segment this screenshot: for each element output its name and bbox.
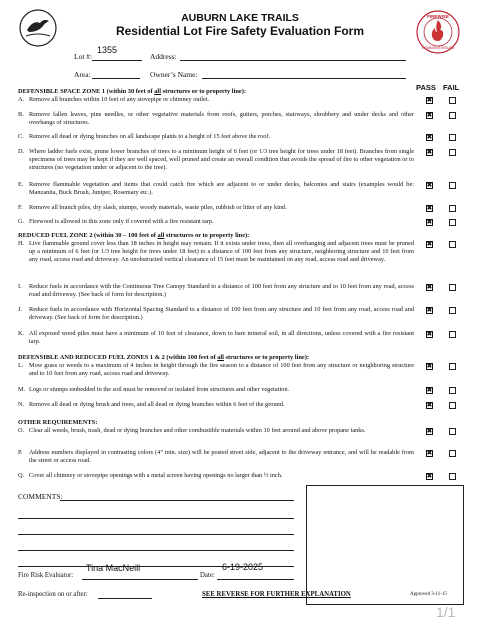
area-label: Area: [74,70,91,79]
pass-checkbox-b[interactable] [426,112,433,119]
lot-label: Lot #: [74,52,93,61]
area-field[interactable] [92,69,140,79]
list-item-n: N. Remove all dead or dying brush and trees, and all dead or dying branches within 6 feet of the ground. [18,401,285,408]
evaluator-field[interactable] [82,570,198,580]
fail-checkbox-e[interactable] [449,182,456,189]
list-item-i: I. Reduce fuels in accordance with the Continuous Tree Canopy Standard to a distance of 100 feet from any structure and to 10 feet from any road, access road and driveway. (See back of form for description.) [18,283,414,299]
fail-column-header: FAIL [443,83,460,92]
pass-checkbox-l[interactable] [426,363,433,370]
reinspection-field[interactable] [98,589,152,599]
pass-checkbox-g[interactable] [426,219,433,226]
fail-checkbox-a[interactable] [449,97,456,104]
fail-checkbox-i[interactable] [449,284,456,291]
see-reverse-note: SEE REVERSE FOR FURTHER EXPLANATION [202,591,351,598]
section-zone2-header: REDUCED FUEL ZONE 2 (within 30 – 100 feet of all structures or to property line): [18,232,250,239]
evaluator-label: Fire Risk Evaluator: [18,572,74,579]
pass-checkbox-c[interactable] [426,134,433,141]
pass-checkbox-q[interactable] [426,473,433,480]
list-item-j: J. Reduce fuels in accordance with Horizontal Spacing Standard to a distance of 100 feet from any structure and 10 feet from any road, access road and driveway. (See back of form for description.) [18,306,414,322]
pass-checkbox-j[interactable] [426,307,433,314]
firewise-badge-top: FIREWISE [427,14,449,19]
fail-checkbox-l[interactable] [449,363,456,370]
evaluator-value: Tina MacNeill [86,563,141,573]
list-item-e: E. Remove flammable vegetation and items that could catch fire which are adjacent to or under decks, balconies and stairs (examples would be: Manzanita, Buck Brush, Juniper, Rosemary etc.). [18,181,414,197]
date-field[interactable] [217,570,294,580]
fail-checkbox-m[interactable] [449,387,456,394]
comments-line-1[interactable] [60,491,294,501]
list-item-c: C. Remove all dead or dying branches on all landscape plants to a height of 15 feet above the roof. [18,133,271,140]
fail-checkbox-d[interactable] [449,149,456,156]
firewise-badge-bottom: COMMUNITIES/USA [421,46,455,50]
pass-checkbox-p[interactable] [426,450,433,457]
list-item-m: M. Logs or stumps embedded in the soil must be removed or isolated from structures and other vegetation. [18,386,290,393]
list-item-f: F. Remove all branch piles, dry slash, stumps, woody materials, waste piles, rubbish or litter of any kind. [18,204,287,211]
pass-checkbox-h[interactable] [426,241,433,248]
fail-checkbox-j[interactable] [449,307,456,314]
owner-field[interactable] [202,69,406,79]
list-item-l: L. Mow grass or weeds to a maximum of 4 inches in height through the fire season to a distance of 100 feet from any structure or neighboring structure and to 10 feet from any road, access road and driveway. [18,362,414,378]
pass-checkbox-a[interactable] [426,97,433,104]
fail-checkbox-n[interactable] [449,402,456,409]
fail-checkbox-k[interactable] [449,331,456,338]
fail-checkbox-q[interactable] [449,473,456,480]
comments-label: COMMENTS: [18,492,63,501]
fail-checkbox-b[interactable] [449,112,456,119]
comments-line-2[interactable] [18,509,294,519]
list-item-g: G. Firewood is allowed in this zone only if covered with a fire resistant tarp. [18,218,214,225]
pass-checkbox-e[interactable] [426,182,433,189]
approved-note: Approved 3-11-15 [410,592,447,597]
reinspection-label: Re-inspection on or after: [18,591,88,598]
section-other-header: OTHER REQUIREMENTS: [18,419,98,426]
notes-box [306,485,464,605]
section-zones12-header: DEFENSIBLE AND REDUCED FUEL ZONES 1 & 2 (within 100 feet of all structures or to property line): [18,354,309,361]
owner-label: Owner’s Name: [150,70,198,79]
fail-checkbox-p[interactable] [449,450,456,457]
list-item-o: O. Clear all weeds, brush, trash, dead or dying branches and other combustible materials within 10 feet around and above propane tanks. [18,427,366,434]
comments-line-4[interactable] [18,541,294,551]
fail-checkbox-o[interactable] [449,428,456,435]
date-value: 6-19-2025 [222,562,264,572]
form-title: Residential Lot Fire Safety Evaluation Form [115,24,365,38]
pass-checkbox-o[interactable] [426,428,433,435]
pass-column-header: PASS [416,83,436,92]
lot-value: 1355 [97,45,118,55]
pass-checkbox-f[interactable] [426,205,433,212]
comments-line-3[interactable] [18,525,294,535]
page-number: 1/1 [436,604,456,620]
pass-checkbox-m[interactable] [426,387,433,394]
fail-checkbox-f[interactable] [449,205,456,212]
address-label: Address: [150,52,177,61]
date-label: Date: [200,572,215,579]
pass-checkbox-n[interactable] [426,402,433,409]
list-item-h: H. Live flammable ground cover less than 18 inches in height may remain. If it exists under trees, then all overhanging and adjacent trees must be pruned up a minimum of 6 feet (or 1/3 tree height for trees under 18 feet) to a distance of 100 feet from any structure, neighboring structure and 10 feet from any road, access road and driveway. An unobstructed vertical clearance of 15 feet must be maintained on any road, access road and driveway. [18,240,414,264]
list-item-a: A. Remove all branches within 10 feet of any stovepipe or chimney outlet. [18,96,210,103]
section-zone1-header: DEFENSIBLE SPACE ZONE 1 (within 30 feet of all structures or to property line): [18,88,246,95]
address-field[interactable] [180,51,406,61]
list-item-k: K. All exposed wood piles must have a minimum of 10 feet of clearance, down to bare mineral soil, in all directions, unless covered with a fire resistant tarp. [18,330,414,346]
fail-checkbox-g[interactable] [449,219,456,226]
pass-checkbox-d[interactable] [426,149,433,156]
list-item-p: P. Address numbers displayed in contrasting colors (4” min. size) will be posted street side, adjacent to the driveway entrance, and will be readable from the street or access road. [18,449,414,465]
pass-checkbox-k[interactable] [426,331,433,338]
list-item-q: Q. Cover all chimney or stovepipe openings with a metal screen having openings no larger than ½ inch. [18,472,283,479]
list-item-d: D. Where ladder fuels exist, prune lower branches of trees to a minimum height of 6 feet (or 1/3 tree height for trees under 18 feet). Branches from single specimens of trees may be kept if they are well spaced, well pruned and create an overall condition that avoids the spread of fire to other vegetation or to structures (no vegetation under or adjacent to the tree). [18,148,414,172]
fail-checkbox-c[interactable] [449,134,456,141]
list-item-b: B. Remove fallen leaves, pine needles, or other vegetative materials from roofs, gutters, porches, stairways, shrubbery and under decks and other overhangs of structures. [18,111,414,127]
fail-checkbox-h[interactable] [449,241,456,248]
org-name: AUBURN LAKE TRAILS [181,12,299,24]
pass-checkbox-i[interactable] [426,284,433,291]
